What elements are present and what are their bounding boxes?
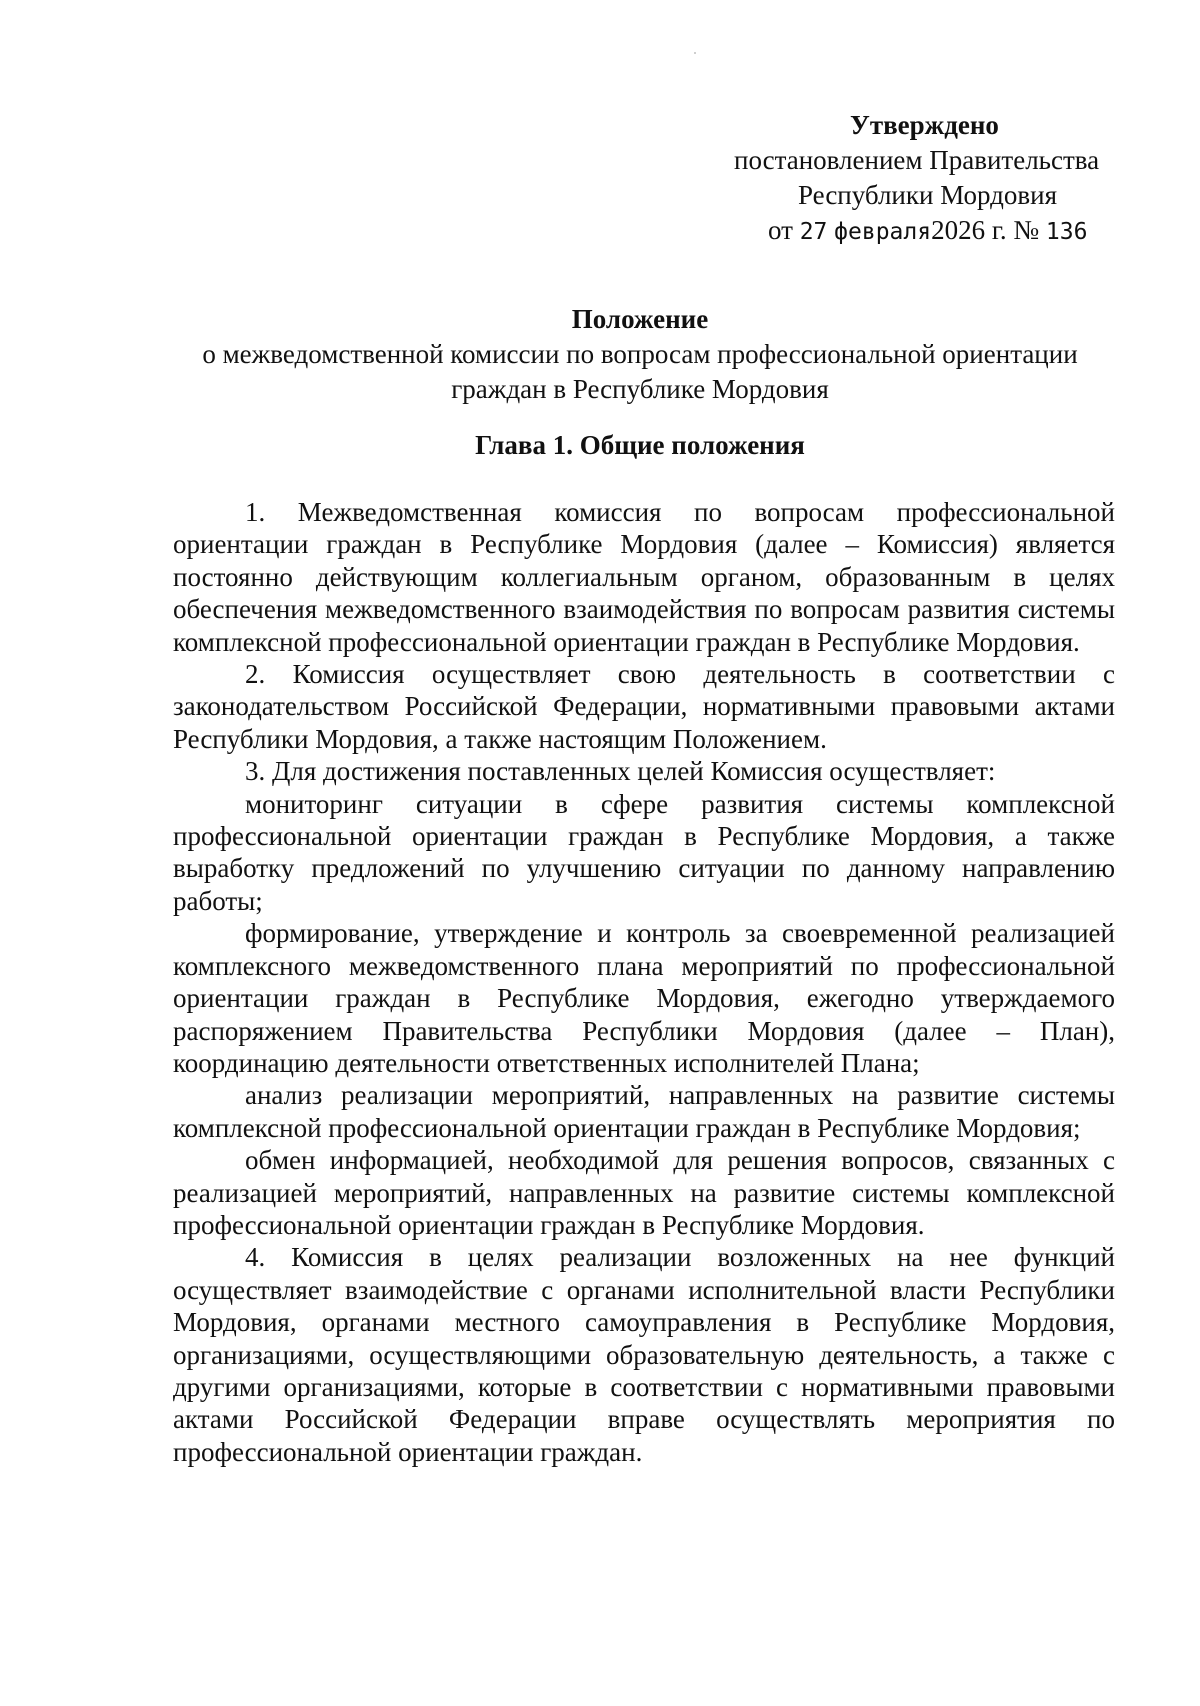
approval-day: 27	[799, 219, 828, 245]
approval-number: 136	[1045, 219, 1088, 245]
document-subtitle-line-2: граждан в Республике Мордовия	[451, 374, 829, 404]
paragraph-2: 2. Комиссия осуществляет свою деятельность в соответствии с законодательством Российской Федерации, нормативными правовыми актами Республики Мордовия, а также настоящим Положением.	[173, 659, 1115, 754]
document-title: Положение	[571, 304, 709, 334]
paragraph-3: 3. Для достижения поставленных целей Комиссия осуществляет:	[245, 756, 996, 787]
paragraph-1: 1. Межведомственная комиссия по вопросам профессиональной ориентации граждан в Республике Мордовия (далее – Комиссия) является постоянно действующим коллегиальным органом, образованным в целях обеспечения межведомственного взаимодействия по вопросам развития системы комплексной профессиональной ориентации граждан в Республике Мордовия.	[173, 497, 1115, 657]
document-header	[160, 302, 1120, 407]
approval-date-line	[720, 213, 1120, 250]
approval-title: Утверждено	[850, 110, 999, 140]
approval-line-1: постановлением Правительства	[734, 145, 1100, 175]
paragraph-3-item-2: формирование, утверждение и контроль за своевременной реализацией комплексного межведомственного плана мероприятий по профессиональной ориентации граждан в Республике Мордовия, ежегодно утверждаемого распоряжением Правительства Республики Мордовия (далее – План), координацию деятельности ответственных исполнителей Плана;	[173, 918, 1115, 1078]
approval-stamp-block	[720, 108, 1120, 250]
approval-line-2: Республики Мордовия	[798, 180, 1058, 210]
approval-month: февраля	[834, 219, 932, 245]
paragraph-4: 4. Комиссия в целях реализации возложенных на нее функций осуществляет взаимодействие с органами исполнительной власти Республики Мордовия, органами местного самоуправления в Республике Мордовия, организациями, осуществляющими образовательную деятельность, а также с другими организациями, которые в соответствии с нормативными правовыми актами Российской Федерации вправе осуществлять мероприятия по профессиональной ориентации граждан.	[173, 1242, 1115, 1467]
document-subtitle-line-1: о межведомственной комиссии по вопросам профессиональной ориентации	[202, 339, 1078, 369]
paragraph-3-item-4: обмен информацией, необходимой для решения вопросов, связанных с реализацией мероприятий, направленных на развитие системы комплексной профессиональной ориентации граждан в Республике Мордовия.	[173, 1145, 1115, 1240]
chapter-heading: Глава 1. Общие положения	[475, 430, 805, 460]
paragraph-3-item-1: мониторинг ситуации в сфере развития системы комплексной профессиональной ориентации граждан в Республике Мордовия, а также выработку предложений по улучшению ситуации по данному направлению работы;	[173, 788, 1115, 916]
approval-year-suffix: 2026 г. №	[931, 215, 1040, 245]
scan-speck	[694, 52, 696, 54]
document-body	[173, 496, 1115, 1468]
approval-date-prefix: от	[768, 215, 793, 245]
paragraph-3-item-3: анализ реализации мероприятий, направленных на развитие системы комплексной профессиональной ориентации граждан в Республике Мордовия;	[173, 1080, 1115, 1143]
